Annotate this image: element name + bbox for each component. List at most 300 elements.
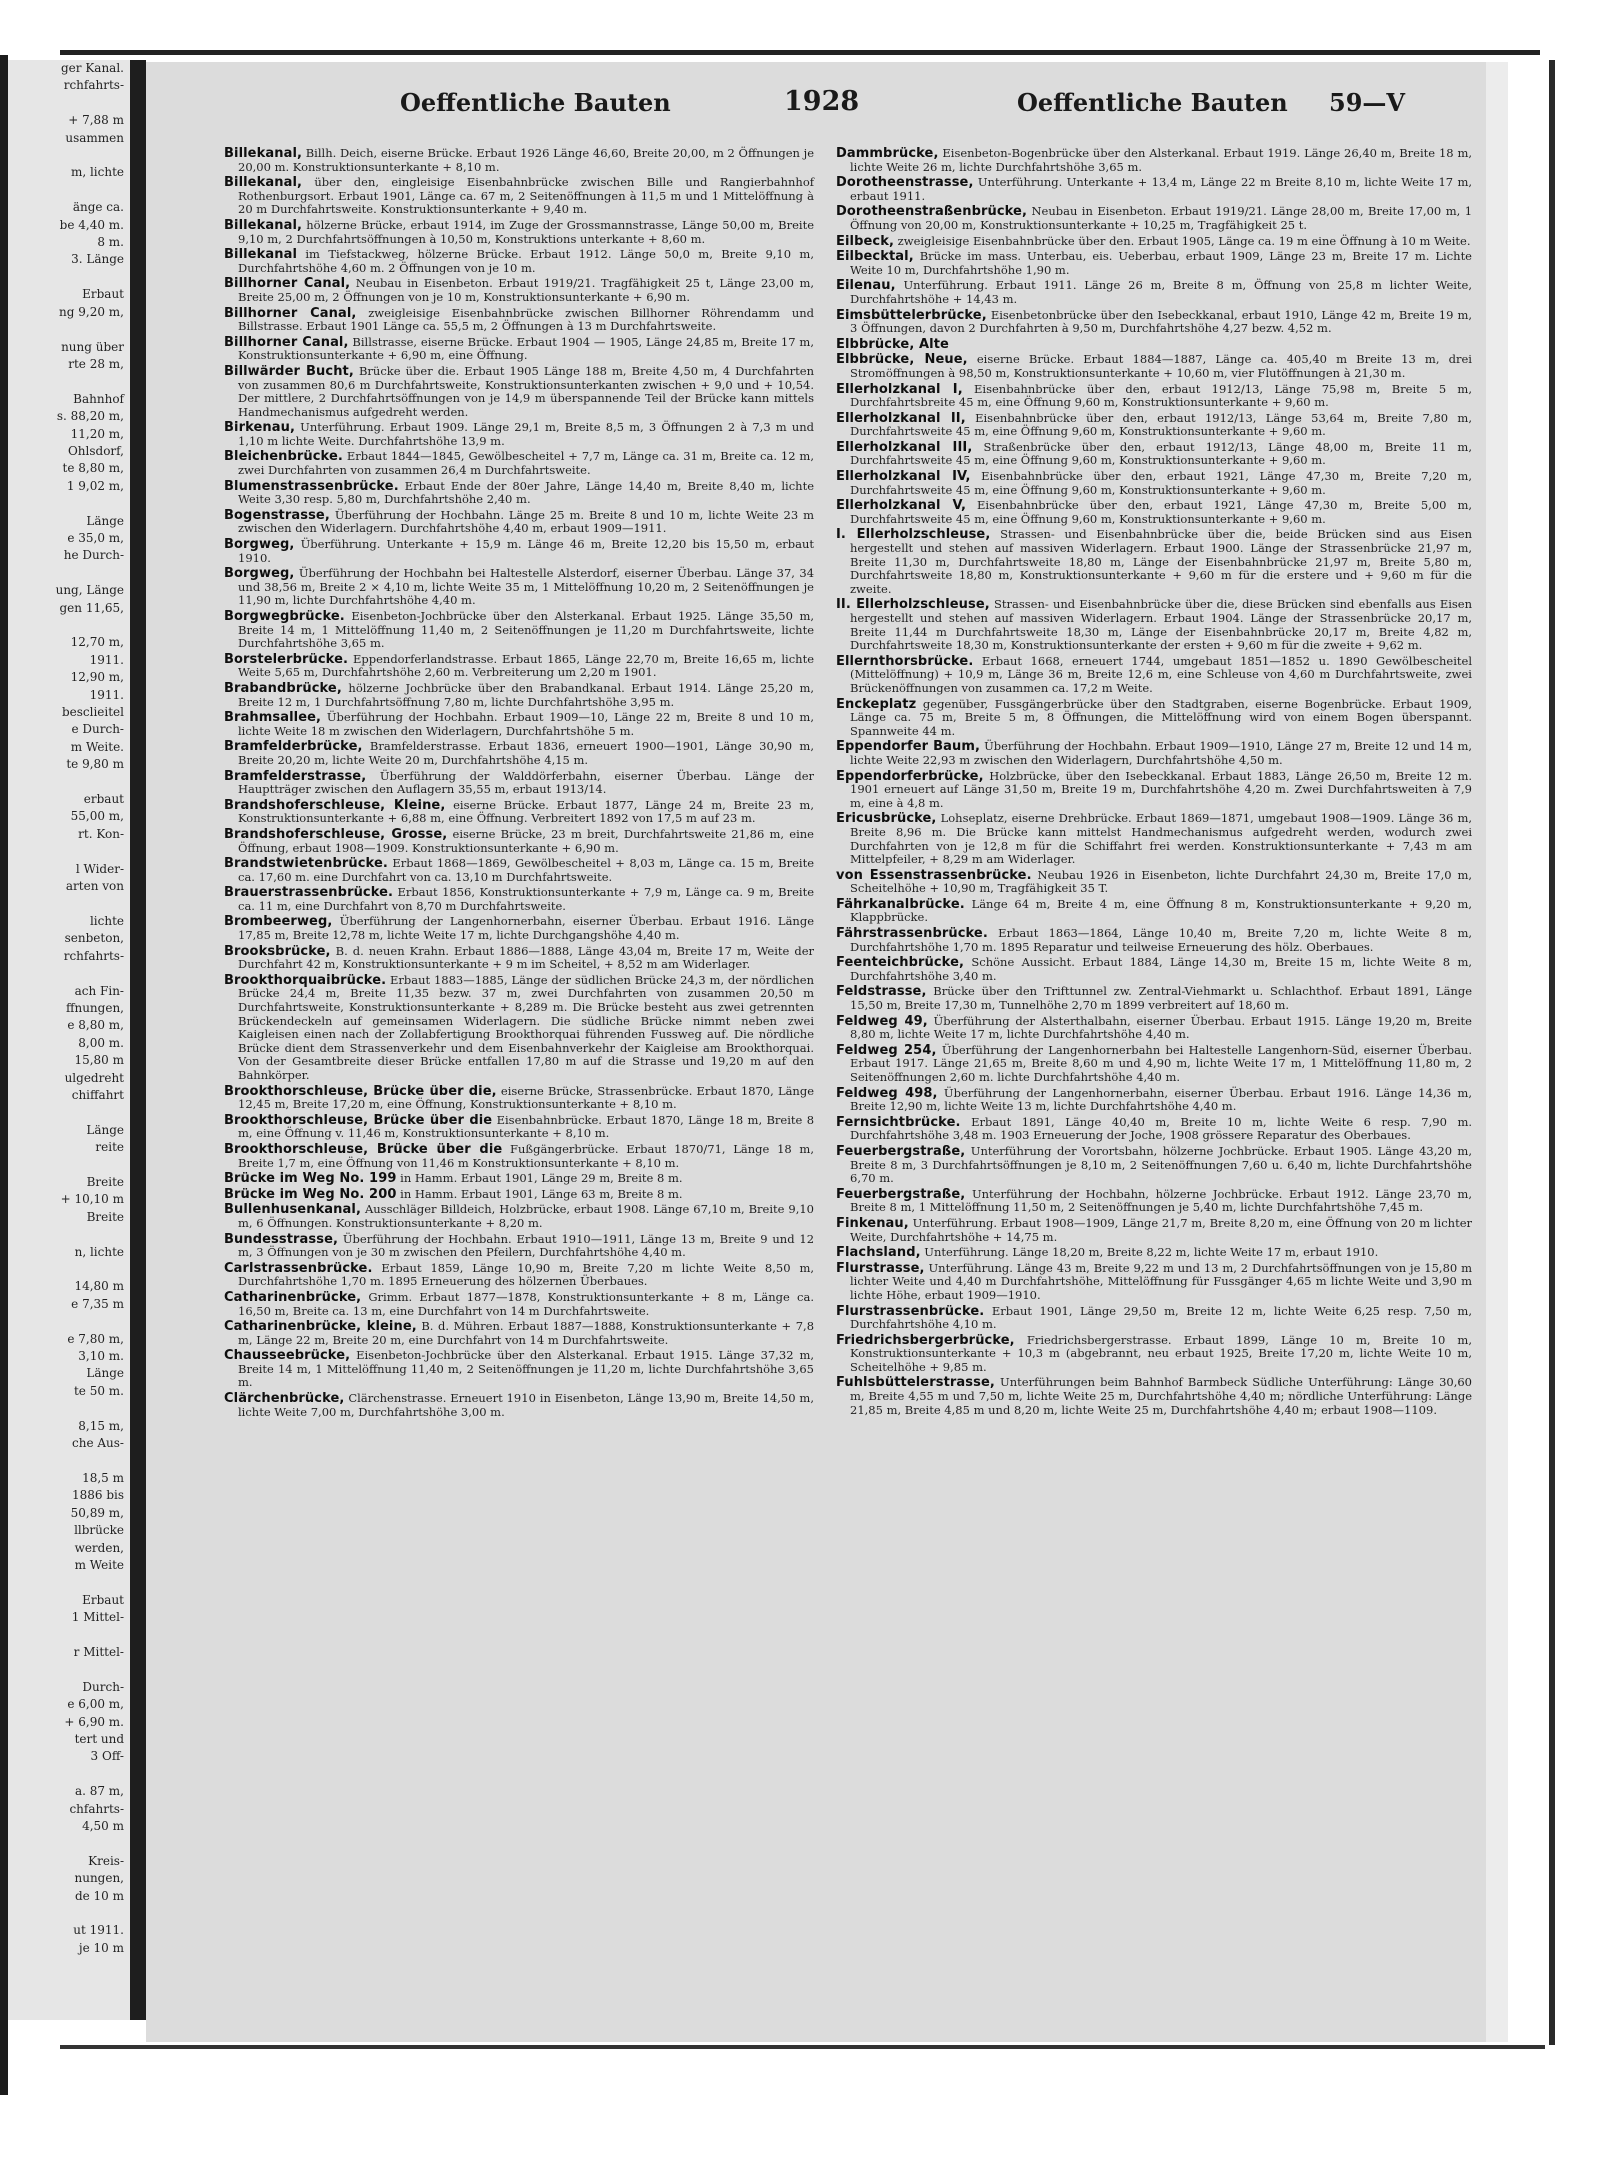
directory-entry — [224, 974, 814, 1083]
previous-page-line: 12,90 m, — [70, 670, 124, 685]
directory-entry — [224, 336, 814, 363]
entry-heading: I. Ellerholzschleuse, — [836, 527, 991, 543]
directory-entry — [224, 147, 814, 174]
directory-entry — [836, 1188, 1472, 1215]
directory-entry — [224, 307, 814, 334]
previous-page-line — [8, 774, 130, 791]
directory-entry — [224, 1114, 814, 1141]
previous-page-line: e 7,80 m, — [67, 1331, 124, 1346]
directory-entry — [836, 470, 1472, 497]
directory-entry — [836, 655, 1472, 696]
header-right-title: Oeffentliche Bauten — [1017, 88, 1288, 117]
entry-heading: Bramfelderstrasse, — [224, 768, 367, 784]
previous-page-fragment — [8, 60, 130, 2020]
directory-entry — [224, 1143, 814, 1170]
entry-text: Erbaut 1859, Länge 10,90 m, Breite 7,20 m lichte Weite 8,50 m, Durchfahrtshöhe 1,70 m. 1895 Erneuerung des hölzernen Überbaues. — [238, 1260, 815, 1289]
entry-text: Strassen- und Eisenbahnbrücke über die, beide Brücken sind aus Eisen hergestellt und stehen auf massiven Widerlagern. Erbaut 1900. Länge der Strassenbrücke 21,97 m, Breite 11,30 m, Durchfahrtsweite 18,80 m, Länge der Eisenbahnbrücke 21,97 m, Breite 5,80 m, Durchfahrtsweite 18,80 m, Konstruktionsunterkante + 9,60 m für die erstere und + 9,60 m für die zweite. — [850, 527, 1473, 596]
entry-text: Überführung der Langenhornerbahn bei Haltestelle Langenhorn-Süd, eiserner Überbau. Erbaut 1917. Länge 21,65 m, Breite 8,60 m und 4,90 m, lichte Weite 17 m, 1 Mittelöffnung 11,80 m, 2 Seitenöffnungen 2,60 m. lichte Durchfahrtshöhe 4,40 m. — [850, 1042, 1472, 1084]
entry-heading: Dorotheenstrasse, — [836, 175, 974, 191]
previous-page-line: + 6,90 m. — [64, 1714, 124, 1729]
previous-page-line — [8, 1400, 130, 1417]
directory-entry — [836, 1087, 1472, 1114]
entry-text: Ausschläger Billdeich, Holzbrücke, erbaut 1908. Länge 67,10 m, Breite 9,10 m, 6 Öffnungen. Konstruktionsunterkante + 8,20 m. — [238, 1202, 815, 1230]
entry-heading: Ellernthorsbrücke. — [836, 653, 974, 669]
previous-page-line: reite — [95, 1140, 124, 1155]
previous-page-line: senbeton, — [64, 931, 124, 946]
entry-heading: Brandshoferschleuse, Grosse, — [224, 826, 448, 842]
entry-text: Unterführung. Erbaut 1909. Länge 29,1 m, Breite 8,5 m, 3 Öffnungen 2 à 7,3 m und 1,10 m lichte Weite. Durchfahrtshöhe 13,9 m. — [238, 420, 814, 448]
directory-entry — [836, 1334, 1472, 1375]
entry-heading: Brücke im Weg No. 200 — [224, 1186, 397, 1202]
previous-page-line: r Mittel- — [73, 1644, 124, 1659]
previous-page-line: ffnungen, — [65, 1000, 124, 1015]
entry-heading: Brauerstrassenbrücke. — [224, 885, 394, 901]
directory-entry — [224, 365, 814, 419]
entry-text: Strassen- und Eisenbahnbrücke über die, diese Brücken sind ebenfalls aus Eisen hergestellt und stehen auf massiven Widerlagern. Erbaut 1904. Länge der Strassenbrücke 20,17 m, Breite 11,44 m Durchfahrtsweite 18,30 m, Länge der Eisenbahnbrücke 20,17 m, Breite 4,82 m, Durchfahrtsweite 18,30 m, Konstruktionsunterkante der ersten + 9,60 m für die zweite + 9,62 m. — [850, 597, 1473, 653]
entry-heading: Fuhlsbüttelerstrasse, — [836, 1375, 995, 1391]
previous-page-line — [8, 1226, 130, 1243]
entry-text: Neubau in Eisenbeton. Erbaut 1919/21. Länge 28,00 m, Breite 17,00 m, 1 Öffnung von 20,00 m, Konstruktionsunterkante + 10,25 m, Tragfähigkeit 25 t. — [850, 204, 1473, 232]
previous-page-line: ulgedreht — [64, 1070, 124, 1085]
directory-entry — [836, 985, 1472, 1012]
entry-text: Überführung der Langenhornerbahn, eiserner Überbau. Erbaut 1916. Länge 14,36 m, Breite 12,90 m, lichte Weite 13 m, lichte Durchfahrtshöhe 4,40 m. — [850, 1085, 1472, 1114]
previous-page-line: Länge — [86, 1366, 124, 1381]
entry-heading: Brücke im Weg No. 199 — [224, 1171, 397, 1187]
previous-page-line — [8, 1104, 130, 1121]
entry-heading: Billekanal, — [224, 217, 303, 233]
page-number: 59—V — [1329, 88, 1406, 117]
entry-text: Billh. Deich, eiserne Brücke. Erbaut 1926 Länge 46,60, Breite 20,00, m 2 Öffnungen je 20,00 m. Konstruktionsunterkante + 8,10 m. — [238, 146, 814, 174]
directory-entry — [836, 698, 1472, 739]
entry-text: Erbaut 1891, Länge 40,40 m, Breite 10 m, lichte Weite 6 resp. 7,90 m. Durchfahrtshöhe 3,48 m. 1903 Erneuerung der Joche, 1908 grössere Reparatur des Oberbaues. — [850, 1114, 1473, 1143]
directory-entry — [836, 528, 1472, 596]
directory-entry — [224, 176, 814, 217]
previous-page-line: nungen, — [74, 1871, 124, 1886]
previous-page-line: chiffahrt — [71, 1087, 124, 1102]
entry-text: Neubau 1926 in Eisenbeton, lichte Durchfahrt 24,30 m, Breite 17,0 m, Scheitelhöhe + 10,90 m, Tragfähigkeit 35 T. — [850, 867, 1473, 896]
previous-page-line: Erbaut — [82, 1592, 124, 1607]
entry-heading: Feldstrasse, — [836, 984, 927, 1000]
directory-entry — [836, 740, 1472, 767]
previous-page-line: e 6,00 m, — [67, 1697, 124, 1712]
entry-heading: Friedrichsbergerbrücke, — [836, 1332, 1015, 1348]
entry-heading: Clärchenbrücke, — [224, 1391, 345, 1407]
entry-heading: Feuerbergstraße, — [836, 1143, 966, 1159]
entry-text: Überführung der Hochbahn bei Haltestelle Alsterdorf, eiserner Überbau. Länge 37, 34 und 38,56 m, Breite 2 × 4,10 m, lichte Weite 35 m, 1 Mittelöffnung 10,20 m, 2 Seitenöffnungen je 11,90 m, lichte Durchfahrtshöhe 4,40 m. — [238, 566, 815, 608]
previous-page-line: m Weite — [74, 1557, 124, 1572]
previous-page-line: Länge — [86, 1122, 124, 1137]
entry-text: Unterführung. Unterkante + 13,4 m, Länge 22 m Breite 8,10 m, lichte Weite 17 m, erbaut 1911. — [850, 175, 1472, 203]
previous-page-line — [8, 321, 130, 338]
document-page — [146, 62, 1486, 2042]
previous-page-line: 14,80 m — [74, 1279, 124, 1294]
entry-text: Holzbrücke, über den Isebeckkanal. Erbaut 1883, Länge 26,50 m, Breite 12 m. 1901 erneuert auf Länge 31,50 m, Breite 19 m, Durchfahrtshöhe 4,20 m. Zwei Durchfahrtsweiten à 7,9 m, eine à 4,8 m. — [850, 768, 1473, 810]
previous-page-line — [8, 965, 130, 982]
previous-page-line — [8, 896, 130, 913]
entry-text: im Tiefstackweg, hölzerne Brücke. Erbaut 1912. Länge 50,0 m, Breite 9,10 m, Durchfahrtshöhe 4,60 m. 2 Öffnungen von je 10 m. — [238, 247, 814, 275]
directory-entry — [836, 1376, 1472, 1417]
right-column — [836, 147, 1472, 1419]
entry-heading: Catharinenbrücke, — [224, 1289, 362, 1305]
previous-page-line: gen 11,65, — [59, 600, 124, 615]
entry-heading: Brookthorschleuse, Brücke über die, — [224, 1083, 497, 1099]
directory-entry — [836, 338, 1472, 352]
directory-entry — [224, 610, 814, 651]
previous-page-line — [8, 1766, 130, 1783]
entry-text: Erbaut Ende der 80er Jahre, Länge 14,40 m, Breite 8,40 m, lichte Weite 3,30 resp. 5,80 m, Durchfahrtshöhe 2,40 m. — [238, 478, 815, 507]
previous-page-line: rt. Kon- — [78, 826, 124, 841]
entry-heading: Eilbecktal, — [836, 249, 914, 265]
previous-page-line: s. 88,20 m, — [56, 409, 124, 424]
previous-page-line: 4,50 m — [82, 1819, 124, 1834]
entry-heading: Fährkanalbrücke. — [836, 896, 965, 912]
entry-heading: Eppendorfer Baum, — [836, 739, 981, 755]
entry-text: Straßenbrücke über den, erbaut 1912/13, Länge 48,00 m, Breite 11 m, Durchfahrtsweite 45 m, eine Öffnung 9,60 m, Konstruktionsunterkante + 9,60 m. — [850, 439, 1472, 468]
previous-page-line: e Durch- — [71, 722, 124, 737]
previous-page-line — [8, 1157, 130, 1174]
entry-text: zweigleisige Eisenbahnbrücke zwischen Billhorner Röhrendamm und Billstrasse. Erbaut 1901 Länge ca. 55,5 m, 2 Öffnungen à 13 m Durchfahrtsweite. — [238, 305, 814, 334]
directory-entry — [836, 309, 1472, 336]
entry-text: Überführung der Hochbahn. Länge 25 m. Breite 8 und 10 m, lichte Weite 23 m zwischen den Widerlagern. Durchfahrtshöhe 4,40 m, erbaut 1909—1911. — [238, 507, 815, 536]
entry-text: hölzerne Jochbrücke über den Brabandkanal. Erbaut 1914. Länge 25,20 m, Breite 12 m, 1 Durchfahrtsöffnung 7,80 m, lichte Durchfahrtshöhe 3,95 m. — [238, 680, 815, 709]
previous-page-line — [8, 1627, 130, 1644]
previous-page-line: 3 Off- — [90, 1749, 124, 1764]
previous-page-line — [8, 1261, 130, 1278]
previous-page-line: 8,00 m. — [78, 1035, 124, 1050]
directory-entry — [836, 898, 1472, 925]
directory-entry — [224, 219, 814, 246]
entry-heading: Feenteichbrücke, — [836, 955, 965, 971]
previous-page-line — [8, 843, 130, 860]
directory-entry — [836, 956, 1472, 983]
directory-entry — [836, 927, 1472, 954]
entry-heading: Dorotheenstraßenbrücke, — [836, 204, 1028, 220]
entry-heading: Feldweg 498, — [836, 1085, 938, 1101]
directory-entry — [224, 1392, 814, 1419]
entry-heading: Fernsichtbrücke. — [836, 1114, 961, 1130]
previous-page-line: 50,89 m, — [70, 1505, 124, 1520]
directory-entry — [224, 1172, 814, 1186]
previous-page-line: rchfahrts- — [63, 948, 124, 963]
entry-heading: Flurstrassenbrücke. — [836, 1303, 985, 1319]
previous-page-line: besclieitel — [61, 705, 124, 720]
directory-entry — [224, 480, 814, 507]
previous-page-line: m, lichte — [70, 165, 124, 180]
previous-page-line: Bahnhof — [73, 391, 124, 406]
previous-page-line: Breite — [86, 1175, 124, 1189]
previous-page-line: Durch- — [82, 1679, 124, 1694]
entry-text: Unterführung. Erbaut 1908—1909, Länge 21,7 m, Breite 8,20 m, eine Öffnung von 20 m lichter Weite, Durchfahrtshöhe + 14,75 m. — [850, 1215, 1472, 1244]
directory-entry — [836, 1015, 1472, 1042]
directory-entry — [224, 915, 814, 942]
entry-text: eiserne Brücke. Erbaut 1884—1887, Länge ca. 405,40 m Breite 13 m, drei Stromöffnungen à 98,50 m, Konstruktionsunterkante + 10,60 m, vier Flutöffnungen à 21,30 m. — [850, 352, 1472, 380]
directory-entry — [836, 176, 1472, 203]
entry-text: Eisenbahnbrücke über den, erbaut 1921, Länge 47,30 m, Breite 7,20 m, Durchfahrtsweite 45 m, eine Öffnung 9,60 m, Konstruktionsunterkante + 9,60 m. — [850, 469, 1472, 497]
directory-entry — [224, 450, 814, 477]
entry-text: Eisenbeton-Jochbrücke über den Alsterkanal. Erbaut 1925. Länge 35,50 m, Breite 14 m, 1 Mittelöffnung 11,40 m, 2 Seitenöffnungen je 11,20 m Durchfahrtsweite, lichte Durchfahrtshöhe 3,65 m. — [238, 609, 814, 651]
entry-text: Brücke über den Trifttunnel zw. Zentral-Viehmarkt u. Schlachthof. Erbaut 1891, Länge 15,50 m, Breite 17,30 m, Tunnelhöhe 2,70 m 1899 verbreitert auf 18,60 m. — [850, 984, 1472, 1013]
previous-page-line: Erbaut — [82, 287, 124, 302]
entry-heading: Billekanal — [224, 247, 297, 263]
previous-page-line — [8, 1574, 130, 1591]
previous-page-line: rchfahrts- — [63, 78, 124, 93]
previous-page-line: e 8,80 m, — [67, 1018, 124, 1033]
previous-page-line: 11,20 m, — [70, 426, 124, 441]
previous-page-line: + 10,10 m — [60, 1192, 124, 1207]
entry-text: Unterführung der Hochbahn, hölzerne Jochbrücke. Erbaut 1912. Länge 23,70 m, Breite 8 m, 1 Mittelöffnung 11,50 m, 2 Seitenöffnungen je 5,40 m, lichte Durchfahrtshöhe 7,45 m. — [850, 1186, 1472, 1215]
entry-heading: Brahmsallee, — [224, 710, 322, 726]
entry-text: gegenüber, Fussgängerbrücke über den Stadtgraben, eiserne Bogenbrücke. Erbaut 1909, Länge ca. 75 m, Breite 5 m, 8 Öffnungen, die Mittelöffnung wird von einem Bogen überspannt. Spannweite 44 m. — [850, 696, 1472, 738]
entry-text: Brücke über die. Erbaut 1905 Länge 188 m, Breite 4,50 m, 4 Durchfahrten von zusammen 80,6 m Durchfahrtsweite, Konstruktionsunterkanten zwischen + 9,0 und + 10,54. Der mittlere, 2 Durchfahrtsöffnungen von je 14,9 m überspannende Teil der Brücke kann mittels Handmechanismus aufgedreht werden. — [238, 363, 814, 419]
previous-page-line: che Aus- — [72, 1436, 124, 1451]
previous-page-line: 15,80 m — [74, 1053, 124, 1068]
entry-text: Billstrasse, eiserne Brücke. Erbaut 1904 — 1905, Länge 24,85 m, Breite 17 m, Konstruktionsunterkante + 6,90 m, eine Öffnung. — [238, 334, 814, 363]
entry-text: Eisenbeton-Jochbrücke über den Alsterkanal. Erbaut 1915. Länge 37,32 m, Breite 14 m, 1 Mittelöffnung 11,40 m, 2 Seitenöffnungen je 11,20 m, lichte Durchfahrtshöhe 3,65 m. — [238, 1348, 814, 1390]
directory-entry — [224, 945, 814, 972]
scan-border-top — [60, 50, 1540, 55]
previous-page-line — [8, 269, 130, 286]
entry-heading: Borgweg, — [224, 537, 295, 553]
entry-text: eiserne Brücke, Strassenbrücke. Erbaut 1870, Länge 12,45 m, Breite 17,20 m, eine Öffnung, Konstruktionsunterkante + 8,10 m. — [238, 1083, 815, 1112]
entry-heading: Brombeerweg, — [224, 914, 333, 930]
previous-page-line — [8, 565, 130, 582]
running-header — [146, 62, 1486, 132]
previous-page-line: 8,15 m, — [78, 1418, 124, 1433]
entry-text: eiserne Brücke, 23 m breit, Durchfahrtsweite 21,86 m, eine Öffnung, erbaut 1908—1909. Konstruktionsunterkante + 6,90 m. — [238, 826, 814, 855]
directory-entry — [836, 441, 1472, 468]
entry-heading: Ellerholzkanal V, — [836, 498, 967, 514]
entry-text: Überführung der Langenhornerbahn, eiserner Überbau. Erbaut 1916. Länge 17,85 m, Breite 12,78 m, lichte Weite 17 m, lichte Durchgangshöhe 4,40 m. — [238, 914, 814, 943]
entry-heading: Ellerholzkanal II, — [836, 410, 966, 426]
entry-heading: Bramfelderbrücke, — [224, 739, 363, 755]
entry-text: Neubau in Eisenbeton. Erbaut 1919/21. Tragfähigkeit 25 t, Länge 23,00 m, Breite 25,00 m, 2 Öffnungen von je 10 m, Konstruktionsunterkante + 6,90 m. — [238, 276, 815, 304]
entry-text: Unterführungen beim Bahnhof Barmbeck Südliche Unterführung: Länge 30,60 m, Breite 4,55 m und 7,50 m, lichte Weite 25 m, Durchfahrtshöhe 4,40 m; nördliche Unterführung: Länge 21,85 m, Breite 4,85 m und 8,20 m, lichte Weite 25 m, Durchfahrtshöhe 4,40 m; erbaut 1908—1109. — [850, 1375, 1472, 1417]
entry-heading: Birkenau, — [224, 420, 296, 436]
directory-entry — [224, 770, 814, 797]
entry-text: Eisenbahnbrücke über den, erbaut 1912/13, Länge 53,64 m, Breite 7,80 m, Durchfahrtsweite 45 m, eine Öffnung 9,60 m, Konstruktionsunterkante + 9,60 m. — [850, 410, 1472, 439]
directory-entry — [836, 1217, 1472, 1244]
previous-page-line: e 7,35 m — [71, 1296, 124, 1311]
previous-page-line: 1911. — [89, 652, 124, 667]
previous-page-line: de 10 m — [74, 1888, 124, 1903]
directory-entry — [224, 711, 814, 738]
entry-text: Unterführung. Erbaut 1911. Länge 26 m, Breite 8 m, Öffnung von 25,8 m lichter Weite, Durchfahrtshöhe + 14,43 m. — [850, 278, 1473, 306]
directory-entry — [836, 279, 1472, 306]
entry-text: Eisenbahnbrücke. Erbaut 1870, Länge 18 m, Breite 8 m, eine Öffnung v. 11,46 m, Konstruktionsunterkante + 8,10 m. — [238, 1112, 815, 1141]
entry-heading: Brookthorschleuse, Brücke über die — [224, 1141, 503, 1157]
entry-heading: Bogenstrasse, — [224, 507, 330, 523]
directory-entry — [836, 383, 1472, 410]
entry-heading: Borstelerbrücke. — [224, 651, 349, 667]
entry-text: Eppendorferlandstrasse. Erbaut 1865, Länge 22,70 m, Breite 16,65 m, lichte Weite 5,65 m, Durchfahrtshöhe 2,60 m. Verbreiterung um 2,20 m 1901. — [238, 651, 814, 680]
left-column — [224, 147, 814, 1421]
entry-text: Überführung der Hochbahn. Erbaut 1909—10, Länge 22 m, Breite 8 und 10 m, lichte Weite 18 m zwischen den Widerlagern, Durchfahrtshöhe 5 m. — [238, 710, 814, 738]
previous-page-line: ger Kanal. — [61, 61, 124, 75]
directory-entry — [224, 1349, 814, 1390]
entry-heading: Billhorner Canal, — [224, 334, 349, 350]
directory-entry — [224, 1320, 814, 1347]
entry-heading: Eppendorferbrücke, — [836, 768, 984, 784]
previous-page-line: ung, Länge — [55, 583, 124, 598]
previous-page-line: 1911. — [89, 687, 124, 702]
previous-page-line: be 4,40 m. — [59, 217, 124, 232]
previous-page-line — [8, 182, 130, 199]
previous-page-line: Breite — [86, 1209, 124, 1224]
previous-page-line: te 50 m. — [73, 1383, 124, 1398]
directory-entry — [224, 1188, 814, 1202]
entry-heading: Feldweg 49, — [836, 1013, 928, 1029]
previous-page-line: te 8,80 m, — [62, 461, 124, 476]
directory-entry — [836, 412, 1472, 439]
directory-entry — [224, 567, 814, 608]
entry-text: Friedrichsbergerstrasse. Erbaut 1899, Länge 10 m, Breite 10 m, Konstruktionsunterkante + 10,3 m (abgebrannt, neu erbaut 1925, Breite 17,20 m, lichte Weite 10 m, Scheitelhöhe + 9,85 m. — [850, 1332, 1472, 1374]
entry-heading: Carlstrassenbrücke. — [224, 1260, 373, 1276]
previous-page-line: m Weite. — [70, 739, 124, 754]
header-left-title: Oeffentliche Bauten — [400, 88, 671, 117]
entry-text: in Hamm. Erbaut 1901, Länge 29 m, Breite 8 m. — [400, 1171, 683, 1186]
previous-page-line: l Wider- — [75, 861, 124, 876]
entry-heading: Flurstrasse, — [836, 1260, 925, 1276]
directory-entry — [836, 812, 1472, 866]
directory-entry — [836, 1305, 1472, 1332]
previous-page-line: 18,5 m — [82, 1470, 124, 1485]
previous-page-line: Ohlsdorf, — [67, 443, 124, 458]
previous-page-line: werden, — [74, 1540, 124, 1555]
previous-page-line: 1886 bis — [71, 1488, 124, 1503]
entry-heading: Brandstwietenbrücke. — [224, 856, 388, 872]
directory-entry — [836, 1044, 1472, 1085]
previous-page-line: a. 87 m, — [74, 1784, 124, 1799]
entry-text: Erbaut 1856, Konstruktionsunterkante + 7,9 m, Länge ca. 9 m, Breite ca. 11 m, eine Durchfahrt von 8,70 m Durchfahrtsweite. — [238, 885, 815, 913]
entry-heading: Bleichenbrücke. — [224, 449, 343, 465]
entry-heading: II. Ellerholzschleuse, — [836, 597, 990, 613]
entry-heading: Blumenstrassenbrücke. — [224, 478, 399, 494]
entry-text: Erbaut 1863—1864, Länge 10,40 m, Breite 7,20 m, lichte Weite 8 m, Durchfahrtshöhe 1,70 m. 1895 Reparatur und teilweise Erneuerung des hölz. Oberbaues. — [850, 926, 1473, 954]
directory-entry — [224, 1233, 814, 1260]
entry-heading: von Essenstrassenbrücke. — [836, 867, 1032, 883]
previous-page-line: chfahrts- — [69, 1801, 124, 1816]
directory-entry — [836, 1246, 1472, 1260]
directory-entry — [836, 598, 1472, 652]
previous-page-line: nung über — [61, 339, 124, 354]
directory-entry — [224, 277, 814, 304]
entry-heading: Billekanal, — [224, 175, 303, 191]
scan-border-bottom — [60, 2045, 1545, 2049]
entry-text: Erbaut 1883—1885, Länge der südlichen Brücke 24,3 m, der nördlichen Brücke 24,4 m, Breite 11,35 bezw. 37 m, zwei Durchfahrten von zusammen 20,50 m Durchfahrtsweite, Konstruktionsunterkante + 8,289 m. Die Brücke besteht aus zwei getrennten Brückendeckeln auf gemeinsamen Widerlagern. Die südliche Brücke nimmt neben zwei Kaigleisen einen nach der Zollabfertigung Brookthorquai führenden Fussweg auf. Die nördliche Brücke dient dem Strassenverkehr und dem Eisenbahnverkehr der Kaigleise am Brookthorquai. Von der Gesamtbreite dieser Brücke entfallen 17,80 m auf die Strasse und 19,20 m auf den Bahnkörper. — [238, 972, 815, 1082]
entry-heading: Brabandbrücke, — [224, 680, 342, 696]
previous-page-line: he Durch- — [63, 548, 124, 563]
previous-page-line: Kreis- — [88, 1853, 124, 1868]
entry-text: Erbaut 1844—1845, Gewölbescheitel + 7,7 m, Länge ca. 31 m, Breite ca. 12 m, zwei Durchfahrten von zusammen 26,4 m Durchfahrtsweite. — [238, 449, 814, 478]
previous-page-line — [8, 147, 130, 164]
entry-heading: Dammbrücke, — [836, 146, 939, 161]
previous-page-line — [8, 1453, 130, 1470]
previous-page-line: tert und — [74, 1732, 124, 1746]
entry-heading: Catharinenbrücke, kleine, — [224, 1319, 417, 1335]
entry-text: Fußgängerbrücke. Erbaut 1870/71, Länge 18 m, Breite 1,7 m, eine Öffnung von 11,46 m Konstruktionsunterkante + 8,10 m. — [238, 1141, 814, 1170]
entry-text: Clärchenstrasse. Erneuert 1910 in Eisenbeton, Länge 13,90 m, Breite 14,50 m, lichte Weite 7,00 m, Durchfahrtshöhe 3,00 m. — [238, 1391, 814, 1419]
entry-heading: Ericusbrücke, — [836, 811, 937, 827]
previous-page-line — [8, 373, 130, 390]
entry-text: Überführung der Alsterthalbahn, eiserner Überbau. Erbaut 1915. Länge 19,20 m, Breite 8,80 m, lichte Weite 17 m, lichte Durchfahrtshöhe 4,40 m. — [850, 1013, 1472, 1042]
previous-page-line — [8, 495, 130, 512]
page-edge — [1486, 62, 1508, 2042]
entry-text: Lohseplatz, eiserne Drehbrücke. Erbaut 1869—1871, umgebaut 1908—1909. Länge 36 m, Breite 8,96 m. Die Brücke kann mittelst Handmechanismus aufgedreht werden, wodurch zwei Durchfahrten von je 12,8 m für die Schiffahrt frei werden. Konstruktionsunterkante + 7,43 m am Mittelpfeiler, + 8,29 m am Widerlager. — [850, 811, 1473, 867]
previous-page-line: ut 1911. — [73, 1923, 124, 1938]
directory-entry — [836, 1145, 1472, 1186]
entry-text: Eisenbahnbrücke über den, erbaut 1921, Länge 47,30 m, Breite 5,00 m, Durchfahrtsweite 45 m, eine Öffnung 9,60 m, Konstruktionsunterkante + 9,60 m. — [850, 498, 1473, 526]
previous-page-line: erbaut — [83, 792, 124, 807]
previous-page-line: lichte — [89, 913, 124, 928]
entry-text: Überführung der Walddörferbahn, eiserner Überbau. Länge der Hauptträger zwischen den Auflagern 35,55 m, erbaut 1913/14. — [238, 768, 814, 797]
scan-border-right — [1549, 60, 1555, 2045]
directory-entry — [224, 857, 814, 884]
directory-entry — [224, 248, 814, 275]
entry-text: Erbaut 1901, Länge 29,50 m, Breite 12 m, lichte Weite 6,25 resp. 7,50 m, Durchfahrtshöhe 4,10 m. — [850, 1303, 1472, 1332]
previous-page-line: usammen — [65, 130, 124, 145]
directory-entry — [224, 653, 814, 680]
entry-heading: Feldweg 254, — [836, 1042, 937, 1058]
previous-page-line — [8, 1661, 130, 1678]
entry-heading: Bullenhusenkanal, — [224, 1202, 362, 1218]
entry-heading: Elbbrücke, Neue, — [836, 352, 968, 368]
previous-page-line: arten von — [65, 879, 124, 894]
directory-entry — [224, 421, 814, 448]
entry-text: über den, eingleisige Eisenbahnbrücke zwischen Bille und Rangierbahnhof Rothenburgsort. Erbaut 1901, Länge ca. 67 m, 2 Seitenöffnungen à 11,5 m und 1 Mittelöffnung à 20 m Durchfahrtsweite. Konstruktionsunterkante + 9,40 m. — [238, 175, 815, 217]
entry-heading: Ellerholzkanal IV, — [836, 469, 971, 485]
directory-entry — [836, 353, 1472, 380]
previous-page-line: Länge — [86, 513, 124, 528]
entry-text: Überführung. Unterkante + 15,9 m. Länge 46 m, Breite 12,20 bis 15,50 m, erbaut 1910. — [238, 537, 814, 565]
entry-text: B. d. Mühren. Erbaut 1887—1888, Konstruktionsunterkante + 7,8 m, Länge 22 m, Breite 20 m, eine Durchfahrt von 14 m Durchfahrtsweite. — [238, 1319, 815, 1347]
previous-page-line: 8 m. — [97, 235, 124, 250]
previous-page-line: 3. Länge — [71, 252, 124, 267]
directory-entry — [224, 886, 814, 913]
entry-text: Erbaut 1868—1869, Gewölbescheitel + 8,03 m, Länge ca. 15 m, Breite ca. 17,60 m. eine Durchfahrt von ca. 13,10 m Durchfahrtsweite. — [238, 856, 814, 884]
entry-heading: Fährstrassenbrücke. — [836, 926, 988, 942]
directory-entry — [836, 147, 1472, 174]
directory-entry — [836, 869, 1472, 896]
previous-page-line — [8, 95, 130, 112]
directory-entry — [836, 250, 1472, 277]
entry-heading: Borgwegbrücke. — [224, 609, 345, 624]
entry-text: Überführung der Hochbahn. Erbaut 1910—1911, Länge 13 m, Breite 9 und 12 m, 3 Öffnungen von je 30 m zwischen den Pfeilern, Durchfahrtshöhe 4,40 m. — [238, 1231, 815, 1260]
previous-page-line — [8, 1313, 130, 1330]
entry-text: eiserne Brücke. Erbaut 1877, Länge 24 m, Breite 23 m, Konstruktionsunterkante + 6,88 m, eine Öffnung. Verbreitert 1892 von 17,5 m auf 23 m. — [238, 797, 814, 826]
previous-page-line: llbrücke — [74, 1523, 124, 1538]
directory-entry — [836, 205, 1472, 232]
directory-entry — [224, 1291, 814, 1318]
previous-page-line: te 9,80 m — [66, 757, 124, 772]
previous-page-line: 1 Mittel- — [71, 1610, 124, 1625]
directory-entry — [224, 799, 814, 826]
entry-heading: Brooksbrücke, — [224, 943, 331, 959]
directory-entry — [224, 1085, 814, 1112]
previous-page-line: je 10 m — [78, 1940, 124, 1955]
previous-page-line: 1 9,02 m, — [66, 478, 124, 493]
previous-page-line: ng 9,20 m, — [59, 304, 124, 319]
entry-heading: Brookthorquaibrücke. — [224, 972, 387, 988]
directory-entry — [224, 828, 814, 855]
entry-heading: Finkenau, — [836, 1215, 909, 1231]
entry-heading: Bundesstrasse, — [224, 1231, 339, 1247]
previous-page-line: n, lichte — [74, 1244, 124, 1259]
previous-page-line: 3,10 m. — [78, 1349, 124, 1364]
directory-entry — [224, 538, 814, 565]
entry-heading: Elbbrücke, Alte — [836, 336, 949, 352]
previous-page-line: änge ca. — [72, 200, 124, 215]
entry-text: Unterführung. Länge 18,20 m, Breite 8,22 m, lichte Weite 17 m, erbaut 1910. — [924, 1245, 1379, 1260]
